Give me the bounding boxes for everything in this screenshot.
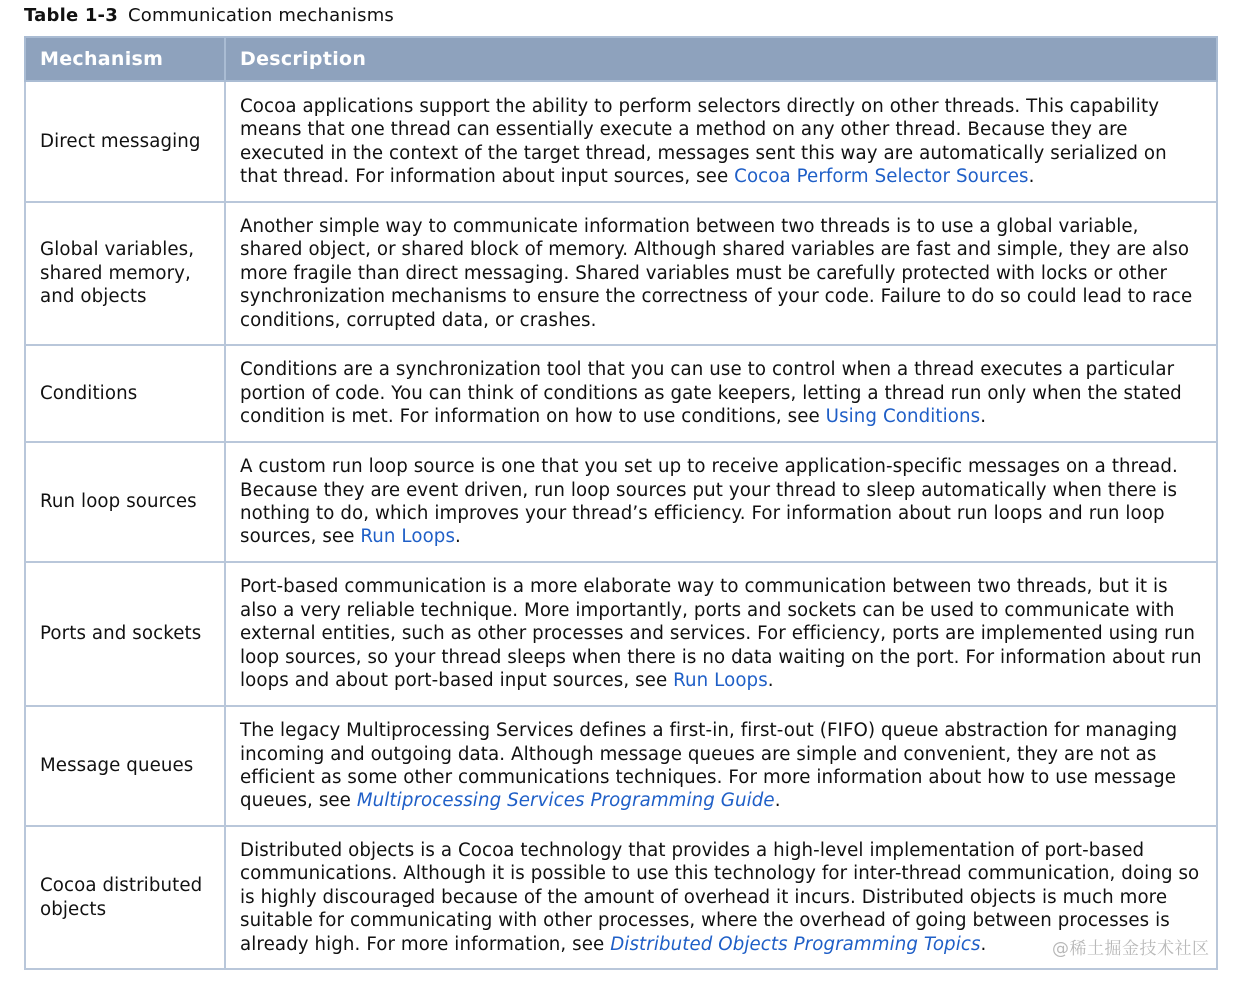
description-end: . xyxy=(980,933,987,955)
description-end: . xyxy=(980,406,987,428)
description-cell xyxy=(225,562,1217,706)
mechanism-cell: Message queues xyxy=(25,706,225,826)
description-end: . xyxy=(774,790,781,812)
description-cell xyxy=(225,345,1217,442)
description-text: The legacy Multiprocessing Services defines a first-in, first-out (FIFO) queue abstraction for managing incoming and outgoing data. Although message queues are simple and convenient, they are not as efficient as some other communications techniques. For more information about how to use message queues, see xyxy=(240,720,1178,812)
doc-link[interactable]: Distributed Objects Programming Topics xyxy=(610,933,981,955)
doc-link[interactable]: Run Loops xyxy=(360,526,456,548)
table-row xyxy=(25,442,1217,562)
table-header-row xyxy=(25,37,1217,81)
description-text: A custom run loop source is one that you set up to receive application-specific messages on a thread. Because they are event driven, run loop sources put your thread to sleep automatically when there is nothing to do, which improves your thread’s efficiency. For information about run loops and run loop sources, see xyxy=(240,456,1178,548)
table-row xyxy=(25,81,1217,202)
description-cell xyxy=(225,202,1217,345)
description-end: . xyxy=(1028,165,1035,187)
description-cell xyxy=(225,706,1217,826)
doc-link[interactable]: Multiprocessing Services Programming Guide xyxy=(356,790,775,812)
description-text: Conditions are a synchronization tool that you can use to control when a thread executes a particular portion of code. You can think of conditions as gate keepers, letting a thread run only when the stated condition is met. For information on how to use conditions, see xyxy=(240,359,1182,428)
description-text: Another simple way to communicate information between two threads is to use a global variable, shared object, or shared block of memory. Although shared variables are fast and simple, they are also more fragile than direct messaging. Shared variables must be carefully protected with locks or other synchronization mechanisms to ensure the correctness of your code. Failure to do so could lead to race conditions, corrupted data, or crashes. xyxy=(240,215,1193,331)
description-text: Port-based communication is a more elaborate way to communication between two threads, but it is also a very reliable technique. More importantly, ports and sockets can be used to communicate with external entities, such as other processes and services. For efficiency, ports are implemented using run loop sources, so your thread sleeps when there is no data waiting on the port. For information about run loops and about port-based input sources, see xyxy=(240,576,1202,692)
mechanism-cell: Ports and sockets xyxy=(25,562,225,706)
header-mechanism: Mechanism xyxy=(25,37,225,81)
table-number: Table 1-3 xyxy=(24,5,118,26)
table-row xyxy=(25,826,1217,969)
mechanism-cell: Conditions xyxy=(25,345,225,442)
doc-link[interactable]: Using Conditions xyxy=(825,406,981,428)
table-row xyxy=(25,202,1217,345)
doc-link[interactable]: Cocoa Perform Selector Sources xyxy=(734,165,1029,187)
description-cell xyxy=(225,81,1217,202)
doc-link[interactable]: Run Loops xyxy=(673,670,768,692)
communication-mechanisms-table xyxy=(24,36,1218,970)
mechanism-cell: Direct messaging xyxy=(25,81,225,202)
table-caption xyxy=(24,4,394,28)
description-text: Distributed objects is a Cocoa technology that provides a high-level implementation of port-based communications. Although it is possible to use this technology for inter-thread communication, doing so is highly discouraged because of the amount of overhead it incurs. Distributed objects is much more suitable for communicating with other processes, where the overhead of going between processes is already high. For more information, see xyxy=(240,839,1200,955)
mechanism-cell: Global variables, shared memory, and objects xyxy=(25,202,225,345)
mechanism-cell: Cocoa distributed objects xyxy=(25,826,225,969)
watermark: @稀土掘金技术社区 xyxy=(1052,939,1210,959)
table-row xyxy=(25,345,1217,442)
description-text: Cocoa applications support the ability to perform selectors directly on other threads. This capability means that one thread can essentially execute a method on any other thread. Because they are executed in the context of the target thread, messages sent this way are automatically serialized on that thread. For information about input sources, see xyxy=(240,95,1167,187)
description-end: . xyxy=(767,670,774,692)
table-row xyxy=(25,706,1217,826)
mechanism-cell: Run loop sources xyxy=(25,442,225,562)
description-end: . xyxy=(455,526,461,548)
header-description: Description xyxy=(225,37,1217,81)
table-row xyxy=(25,562,1217,706)
table-title: Communication mechanisms xyxy=(127,5,395,26)
description-cell xyxy=(225,442,1217,562)
